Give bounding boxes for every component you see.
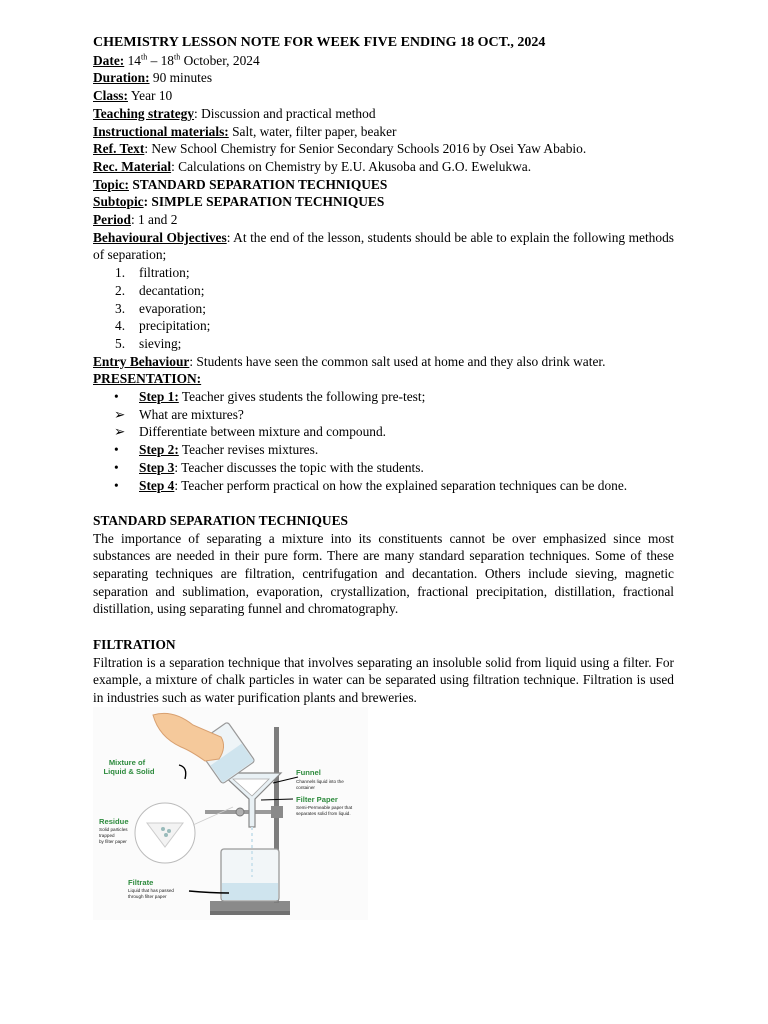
objectives-label: Behavioural Objectives [93,229,227,245]
step-text: Differentiate between mixture and compound. [139,424,387,440]
bullet-icon: • [114,389,119,405]
step-item [93,423,674,441]
topic-label: Topic: [93,176,129,192]
ref-label: Ref. Text [93,141,145,157]
period-label: Period [93,212,131,228]
date-label: Date: [93,52,125,68]
subtopic-row [93,193,674,211]
mixture-label-line1: Mixture of [108,758,146,767]
step-text: : Teacher perform practical on how the explained separation techniques can be done. [174,477,628,493]
list-number: 3. [115,300,126,316]
ref-value: : New School Chemistry for Senior Secondary Schools 2016 by Osei Yaw Ababio. [144,141,587,157]
step-label: Step 3 [139,459,175,475]
residue-desc-2: trapped [99,833,115,838]
class-label: Class: [93,88,128,104]
list-number: 1. [115,265,126,281]
rec-value: : Calculations on Chemistry by E.U. Akusoba and G.O. Ewelukwa. [171,158,532,174]
subtopic-value: : SIMPLE SEPARATION TECHNIQUES [143,194,385,210]
entry-label: Entry Behaviour [93,353,190,369]
list-text: precipitation; [139,318,211,334]
step-text: What are mixtures? [139,406,244,422]
step-item [93,459,674,477]
funnel-desc-2: container [296,785,315,790]
standard-heading: STANDARD SEPARATION TECHNIQUES [93,512,348,528]
rec-row [93,158,674,176]
residue-desc-1: Solid particles [99,827,128,832]
list-number: 5. [115,335,126,351]
subtopic-label: Subtopic [93,194,144,210]
date-suffix-1: th [140,52,148,62]
page-title: CHEMISTRY LESSON NOTE FOR WEEK FIVE ENDING 18 OCT., 2024 [93,35,546,50]
step-item [93,406,674,424]
class-value: Year 10 [127,88,173,104]
filter-desc-1: Semi-Permeable paper that [296,805,353,810]
filtrate-desc-1: Liquid that has passed [128,888,174,893]
list-text: sieving; [139,335,182,351]
filtrate-label: Filtrate [128,878,154,887]
duration-value: 90 minutes [149,70,213,86]
funnel-label: Funnel [296,768,321,777]
entry-row [93,353,674,371]
date-dash: – 18 [147,52,174,68]
period-value: : 1 and 2 [130,212,178,228]
date-month: October, 2024 [180,52,260,68]
arrow-bullet-icon: ➢ [114,406,126,422]
lesson-note [93,34,674,707]
rec-label: Rec. Material [93,158,172,174]
residue-desc-3: by filter paper [99,839,127,844]
filtrate-liquid [222,883,278,900]
step-text: Teacher revises mixtures. [178,442,319,458]
strategy-row [93,105,674,123]
list-item [93,264,674,282]
filter-desc-2: separates solid from liquid. [296,811,351,816]
bullet-icon: • [114,477,119,493]
list-item [93,300,674,318]
step-item [93,388,674,406]
bullet-icon: • [114,459,119,475]
materials-value: Salt, water, filter paper, beaker [228,123,397,139]
topic-value: STANDARD SEPARATION TECHNIQUES [128,176,388,192]
arrow-bullet-icon: ➢ [114,424,126,440]
class-row [93,87,674,105]
filtration-heading: FILTRATION [93,636,176,652]
duration-label: Duration: [93,70,150,86]
objectives-list [93,264,674,353]
step-item [93,477,674,495]
date-row [93,52,674,70]
strategy-value: : Discussion and practical method [194,105,376,121]
list-text: filtration; [139,265,190,281]
period-row [93,211,674,229]
filtration-body: Filtration is a separation technique that involves separating an insoluble solid from liquid using a filter. For example, a mixture of chalk particles in water can be separated using filtration technique. Filtration is used in industries such as water purification plants and breweries. [93,654,674,705]
list-text: decantation; [139,282,205,298]
standard-body: The importance of separating a mixture into its constituents cannot be over emphasized since most substances are needed in their pure form. There are many standard separation techniques. Some of these separating techniques are filtration, centrifugation and decantation. Others include sieving, magnetic separation and sublimation, evaporation, crystallization, fractional precipitation, distillation, fractional distillation, using separating funnel and chromatography. [93,530,674,617]
step-item [93,441,674,459]
filtration-diagram [93,707,368,920]
date-start: 14 [127,52,141,68]
residue-label: Residue [99,817,129,826]
materials-label: Instructional materials: [93,123,229,139]
step-label: Step 2: [139,442,179,458]
list-item [93,282,674,300]
duration-row [93,69,674,87]
filtrate-desc-2: through filter paper [128,894,167,899]
materials-row [93,123,674,141]
bullet-icon: • [114,442,119,458]
objectives-text: : At the end of the lesson, students should be able to explain the following methods of separation; [93,229,674,263]
strategy-label: Teaching strategy [93,105,195,121]
list-number: 2. [115,282,126,298]
step-label: Step 4 [139,477,175,493]
step-text: Teacher gives students the following pre-test; [178,389,426,405]
list-item [93,335,674,353]
presentation-heading: PRESENTATION: [93,371,202,387]
steps-list [93,388,674,494]
list-text: evaporation; [139,300,206,316]
date-suffix-2: th [174,52,181,62]
mixture-label-line2: Liquid & Solid [103,767,155,776]
step-label: Step 1: [139,389,179,405]
ref-row [93,140,674,158]
funnel-desc-1: Channels liquid into the [296,779,344,784]
list-number: 4. [115,318,126,334]
filter-label: Filter Paper [296,795,338,804]
entry-text: : Students have seen the common salt used at home and they also drink water. [189,353,606,369]
objectives-row [93,229,674,264]
step-text: : Teacher discusses the topic with the students. [174,459,424,475]
list-item [93,317,674,335]
topic-row [93,176,674,194]
